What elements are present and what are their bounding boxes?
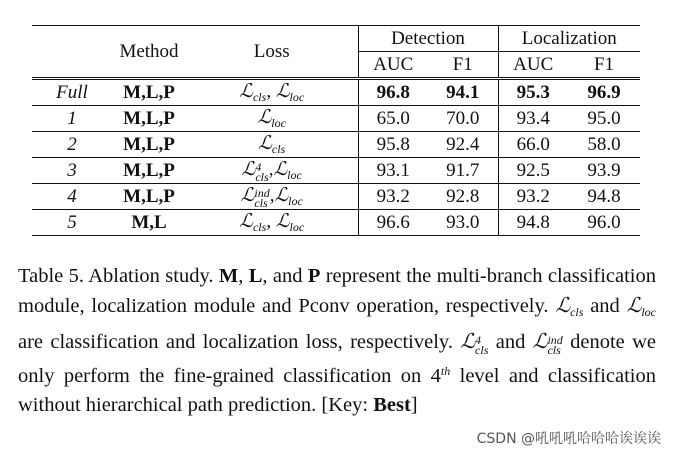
table-row [32,132,640,158]
row-method: M,L [131,212,167,233]
row-det-f1: 91.7 [428,158,498,184]
table-row [32,158,640,184]
header-detection: Detection [358,26,498,52]
header-localization: Localization [498,26,640,52]
row-id: Full [32,79,112,106]
table-body [32,79,640,236]
header-det-f1: F1 [452,54,473,75]
row-loss: ℒ$_{cls}$ [186,132,358,158]
row-loc-auc: 92.5 [498,158,568,184]
row-loc-auc: 95.3 [498,79,568,106]
table-row [32,79,640,106]
header-loc-auc: AUC [498,52,568,79]
row-loc-f1: 94.8 [568,184,640,210]
row-loss: ℒ$_{cls}$, ℒ$_{loc}$ [186,79,358,106]
row-method: M,L,P [112,106,186,132]
csdn-watermark: CSDN @吼吼吼哈哈哈诶诶诶 [476,431,661,447]
caption-label: Table 5. [18,265,84,287]
row-method: M,L,P [112,158,186,184]
row-det-auc: 93.1 [358,158,428,184]
row-loc-f1: 58.0 [568,132,640,158]
row-id: 1 [32,106,112,132]
table-caption: Table 5. Ablation study. M, L, and P represent the multi-branch classification module, localization module and Pconv operation, respectively. ℒ$_{cls}$ and ℒ$_{loc}$ are classification and localization loss, respectively. ℒ 4 cls and ℒ ind cls denote we only perform the fine-grained classification on 4th level and classification without hierarchical path prediction. [Key: Best] [18,265,657,416]
row-id: 2 [32,132,112,158]
row-det-auc: 95.8 [358,132,428,158]
row-det-f1: 70.0 [428,106,498,132]
row-id: 4 [32,184,112,210]
row-loc-auc: 93.2 [498,184,568,210]
row-loss: ℒ 4 cls ,ℒ$_{loc}$ [186,158,358,184]
row-loc-auc: 66.0 [498,132,568,158]
row-loc-f1: 96.0 [587,212,621,233]
row-id: 3 [32,158,112,184]
row-method: M,L,P [112,184,186,210]
row-det-f1: 93.0 [446,212,480,233]
row-loc-f1: 96.9 [568,79,640,106]
row-loc-f1: 95.0 [568,106,640,132]
row-det-f1: 92.8 [428,184,498,210]
row-det-auc: 96.6 [358,210,428,236]
table-row [32,106,640,132]
row-method: M,L,P [112,132,186,158]
header-loc-f1: F1 [593,54,615,75]
caption-key-best: Best [373,394,411,416]
table-row [32,210,640,236]
header-method: Method [112,26,186,79]
table-row [32,184,640,210]
ablation-table [32,25,640,236]
row-loss: ℒ$_{loc}$ [186,106,358,132]
row-det-auc: 93.2 [358,184,428,210]
row-loss: ℒ$_{cls}$, ℒ$_{loc}$ [239,210,305,234]
row-id: 5 [67,212,77,233]
row-det-auc: 65.0 [358,106,428,132]
row-loc-auc: 93.4 [498,106,568,132]
header-loss: Loss [186,26,358,79]
row-loc-f1: 93.9 [568,158,640,184]
header-det-auc: AUC [358,52,428,79]
row-det-f1: 94.1 [428,79,498,106]
row-det-auc: 96.8 [358,79,428,106]
row-det-f1: 92.4 [428,132,498,158]
row-loss: ℒ ind cls ,ℒ$_{loc}$ [186,184,358,210]
row-method: M,L,P [112,79,186,106]
row-loc-auc: 94.8 [498,210,568,236]
